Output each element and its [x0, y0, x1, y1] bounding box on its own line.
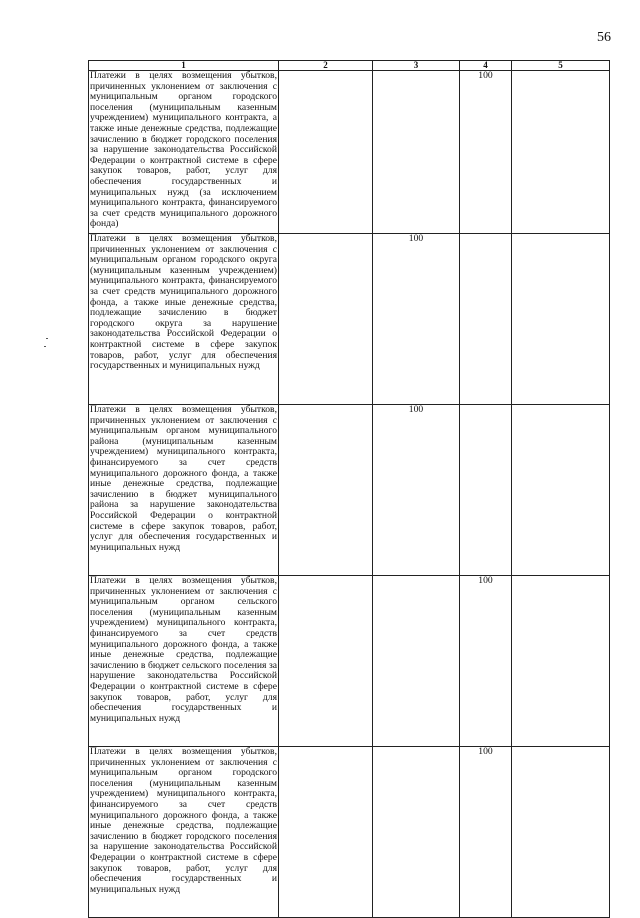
header-row	[89, 61, 610, 71]
table-row	[89, 576, 610, 747]
budget-table	[88, 60, 610, 918]
row-col-5	[512, 405, 610, 576]
row-col-2	[279, 576, 373, 747]
table-row	[89, 405, 610, 576]
row-col-5	[512, 576, 610, 747]
header-col-3: 3	[373, 61, 460, 71]
header-col-2: 2	[279, 61, 373, 71]
row-col-3: 100	[373, 405, 460, 576]
row-col-2	[279, 747, 373, 918]
table-row	[89, 71, 610, 234]
row-description: Платежи в целях возмещения убытков, причиненных уклонением от заключения с муниципальным органом сельского поселения (муниципальным казенным учреждением) муниципального контракта, финансируемого за счет средств муниципального дорожного фонда, а также иные денежные средства, подлежащие зачислению в бюджет сельского поселения за нарушение законодательства Российской Федерации о контрактной системе в сфере закупок товаров, работ, услуг для обеспечения государственных и муниципальных нужд	[89, 576, 279, 747]
header-col-1: 1	[89, 61, 279, 71]
page-number: 56	[597, 30, 611, 45]
row-col-4	[460, 405, 512, 576]
row-col-3	[373, 576, 460, 747]
row-description: Платежи в целях возмещения убытков, причиненных уклонением от заключения с муниципальным органом муниципального района (муниципальным казенным учреждением) муниципального контракта, финансируемого за счет средств муниципального дорожного фонда, а также иные денежные средства, подлежащие зачислению в бюджет муниципального района за нарушение законодательства Российской Федерации о контрактной системе в сфере закупок товаров, работ, услуг для обеспечения государственных и муниципальных нужд	[89, 405, 279, 576]
row-col-4	[460, 234, 512, 405]
row-col-3	[373, 71, 460, 234]
scan-speck	[44, 346, 46, 347]
row-col-2	[279, 405, 373, 576]
header-col-4: 4	[460, 61, 512, 71]
row-col-2	[279, 71, 373, 234]
row-col-5	[512, 234, 610, 405]
row-description: Платежи в целях возмещения убытков, причиненных уклонением от заключения с муниципальным органом городского округа (муниципальным казенным учреждением) муниципального контракта, финансируемого за счет средств муниципального дорожного фонда, а также иные денежные средства, подлежащие зачислению в бюджет городского округа за нарушение законодательства Российской Федерации о контрактной системе в сфере закупок товаров, работ, услуг для обеспечения государственных и муниципальных нужд	[89, 234, 279, 405]
row-col-3	[373, 747, 460, 918]
row-col-2	[279, 234, 373, 405]
row-description: Платежи в целях возмещения убытков, причиненных уклонением от заключения с муниципальным органом городского поселения (муниципальным казенным учреждением) муниципального контракта, а также иные денежные средства, подлежащие зачислению в бюджет городского поселения за нарушение законодательства Российской Федерации о контрактной системе в сфере закупок товаров, работ, услуг для обеспечения государственных и муниципальных нужд (за исключением муниципального контракта, финансируемого за счет средств муниципального дорожного фонда)	[89, 71, 279, 234]
row-col-4: 100	[460, 747, 512, 918]
table-row	[89, 747, 610, 918]
row-col-3: 100	[373, 234, 460, 405]
table-row	[89, 234, 610, 405]
row-col-4: 100	[460, 71, 512, 234]
header-col-5: 5	[512, 61, 610, 71]
row-description: Платежи в целях возмещения убытков, причиненных уклонением от заключения с муниципальным органом городского поселения (муниципальным казенным учреждением) муниципального контракта, финансируемого за счет средств муниципального дорожного фонда, а также иные денежные средства, подлежащие зачислению в бюджет городского поселения за нарушение законодательства Российской Федерации о контрактной системе в сфере закупок товаров, работ, услуг для обеспечения государственных и муниципальных нужд	[89, 747, 279, 918]
scan-speck	[46, 338, 48, 339]
row-col-5	[512, 747, 610, 918]
row-col-5	[512, 71, 610, 234]
row-col-4: 100	[460, 576, 512, 747]
